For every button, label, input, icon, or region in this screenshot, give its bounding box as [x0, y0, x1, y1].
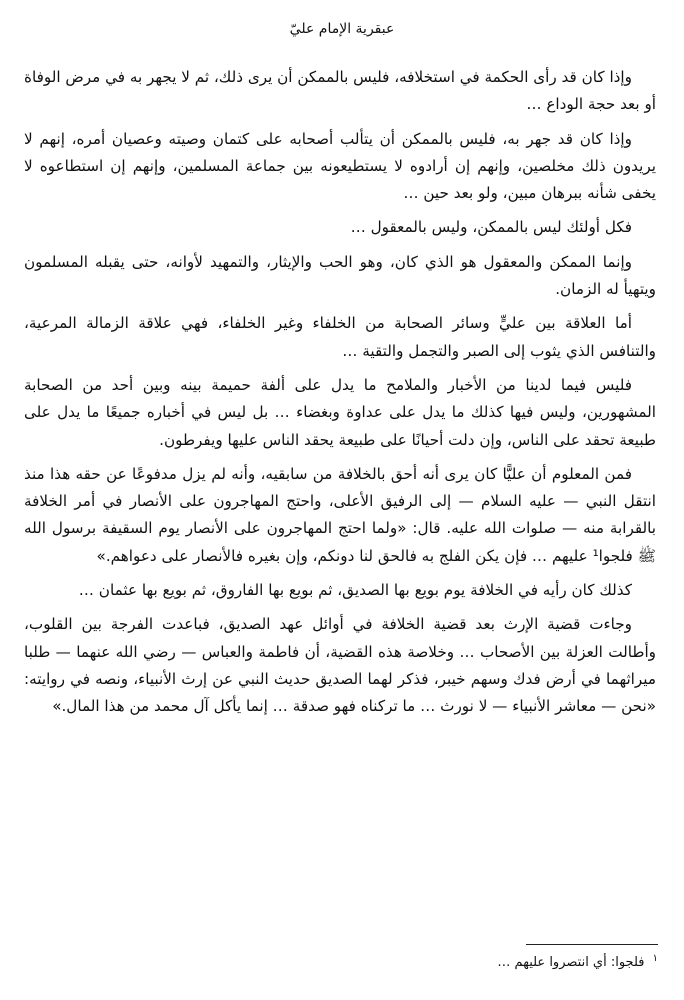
body-text [24, 64, 656, 728]
footnote-divider [526, 944, 658, 945]
paragraph: وإنما الممكن والمعقول هو الذي كان، وهو الحب والإيثار، والتمهيد لأوانه، حتى يقبله المسلمون ويتهيأ له الزمان. [24, 252, 656, 299]
footnote [258, 953, 658, 973]
footnote-marker: ١ [652, 952, 658, 964]
paragraph: أما العلاقة بين عليٍّ وسائر الصحابة من الخلفاء وغير الخلفاء، فهي علاقة الزمالة المرعية، والتنافس الذي يثوب إلى الصبر والتجمل والتقية … [24, 314, 656, 360]
paragraph: فمن المعلوم أن عليًّا كان يرى أنه أحق بالخلافة من سابقيه، وأنه لم يزل مدفوعًا عن حقه هذا منذ انتقل النبي — عليه السلام — إلى الرفيق الأعلى، واحتج المهاجرون على الأنصار في أمر الخلافة بالقرابة منه — صلوات الله عليه. قال: «ولما احتج المهاجرون على الأنصار يوم السقيفة برسول الله ﷺ فلجوا¹ عليهم … فإن يكن الفلج به فالحق لنا دونكم، وإن بغيره فالأنصار على دعواهم.» [24, 464, 656, 565]
paragraph: وإذا كان قد جهر به، فليس بالممكن أن يتألب أصحابه على كتمان وصيته وعصيان أمره، إنهم لا يريدون ذلك مخلصين، وإنهم إن أرادوه لا يستطيعونه بين جماعة المسلمين، وإنهم إن استطاعوه لا يخفى شأنه ببرهان مبين، ولو بعد حين … [24, 129, 656, 203]
paragraph: كذلك كان رأيه في الخلافة يوم بويع بها الصديق، ثم بويع بها الفاروق، ثم بويع بها عثمان … [78, 581, 632, 600]
running-header: عبقرية الإمام عليّ [289, 21, 395, 37]
paragraph: وجاءت قضية الإرث بعد قضية الخلافة في أوائل عهد الصديق، فباعدت الفرجة بين القلوب، وأطالت العزلة بين الأصحاب … وخلاصة هذه القضية، أن فاطمة والعباس — رضي الله عنهما — طلبا ميراثهما في أرض فدك وسهم خيبر، فذكر لهما الصديق حديث النبي عن إرث الأنبياء، ونصه في روايته: «نحن — معاشر الأنبياء — لا نورث … ما تركناه فهو صدقة … إنما يأكل آل محمد من هذا المال.» [24, 615, 656, 716]
footnote-text: فلجوا: أي انتصروا عليهم … [497, 955, 645, 970]
paragraph: فكل أولئك ليس بالممكن، وليس بالمعقول … [350, 218, 632, 237]
paragraph: فليس فيما لدينا من الأخبار والملامح ما يدل على ألفة حميمة بينه وبين أحد من الصحابة المشهورين، وليس فيها كذلك ما يدل على عداوة وبغضاء … بل ليس في أخباره جميعًا ما يدل على طبيعة تحقد على الناس، وإن دلت أحيانًا على طبيعة يحقد الناس عليها ويفرطون. [24, 375, 656, 449]
paragraph: وإذا كان قد رأى الحكمة في استخلافه، فليس بالممكن أن يرى ذلك، ثم لا يجهر به في مرض الوفاة أو بعد حجة الوداع … [24, 68, 656, 114]
